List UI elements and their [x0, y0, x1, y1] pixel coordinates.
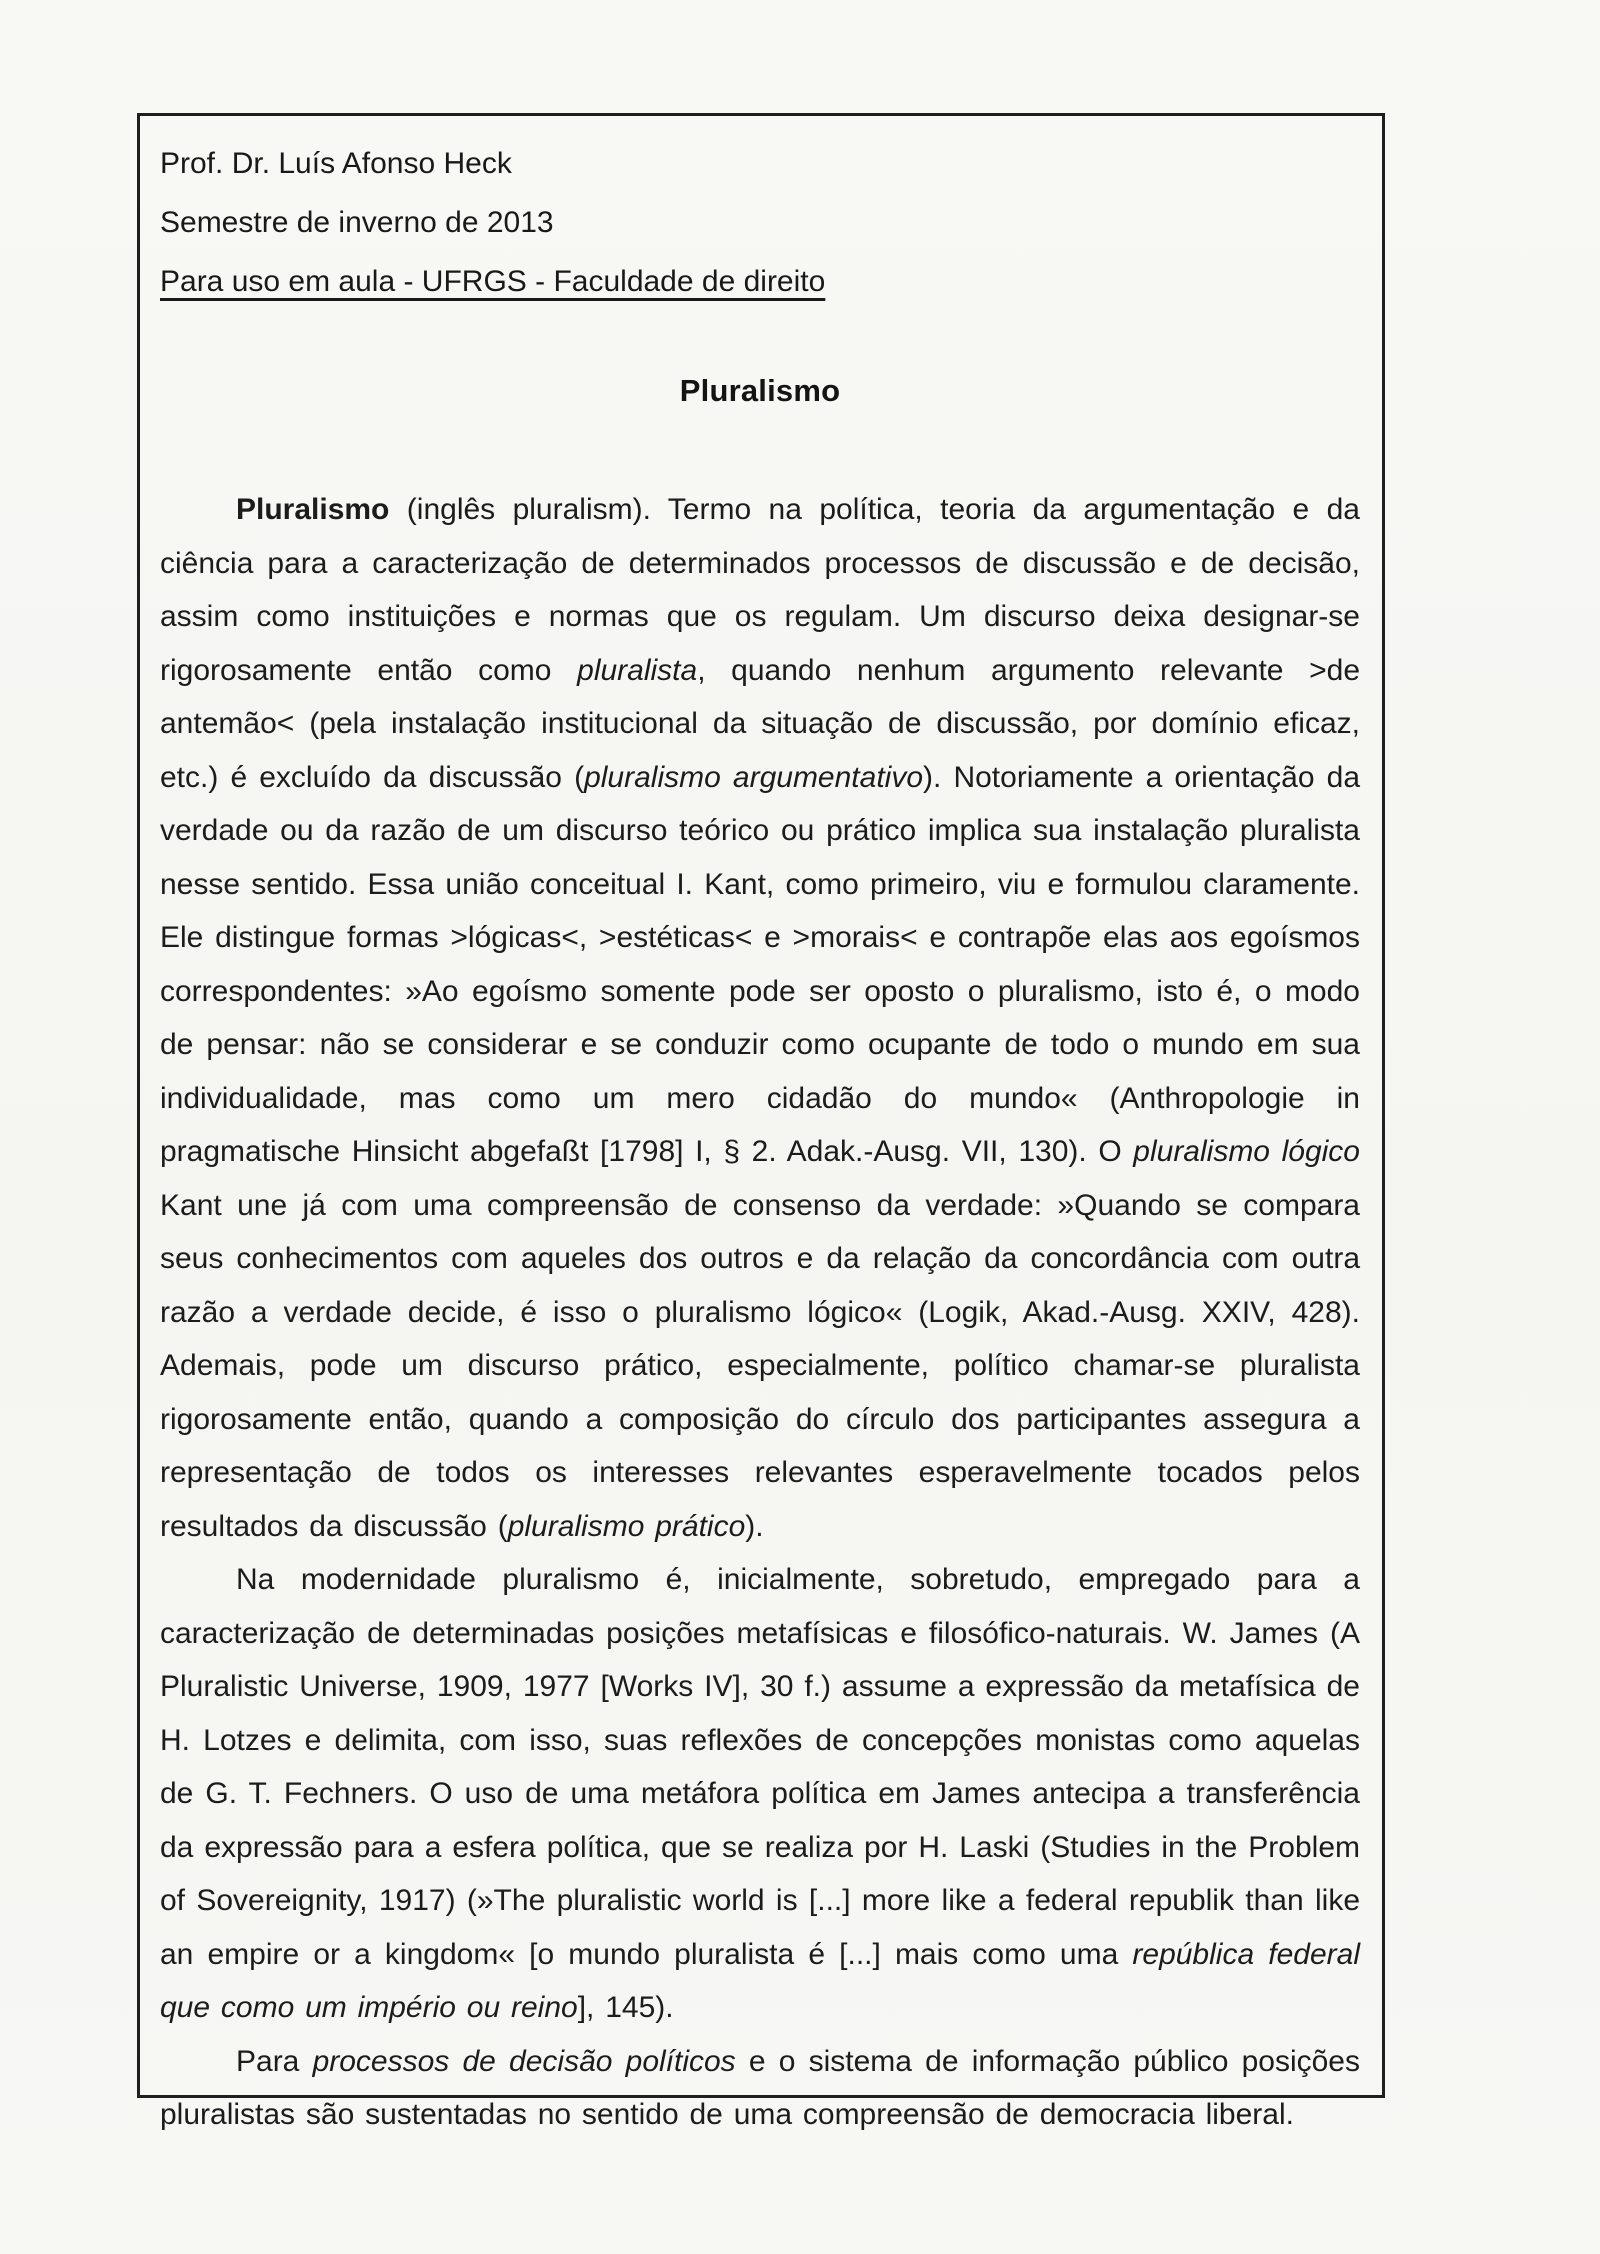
text-run: e o sistema de informação público posições pluralistas são sustentadas no sentido de uma compreensão de democracia liberal.	[160, 2044, 1360, 2131]
header-usage-line: Para uso em aula - UFRGS - Faculdade de direito	[160, 265, 826, 298]
text-run: Kant une já com uma compreensão de consenso da verdade: »Quando se compara seus conhecimentos com aqueles dos outros e da relação da concordância com outra razão a verdade decide, é isso o pluralismo lógico« (Logik, Akad.-Ausg. XXIV, 428). Ademais, pode um discurso prático, especialmente, político chamar-se pluralista rigorosamente então, quando a composição do círculo dos participantes assegura a representação de todos os interesses relevantes esperavelmente tocados pelos resultados da discussão (	[160, 1188, 1360, 1543]
text-run: república federal que como um império ou reino	[160, 1937, 1360, 2024]
text-run: pluralismo prático	[507, 1509, 746, 1543]
text-run: Para	[236, 2044, 313, 2078]
header-author-line: Prof. Dr. Luís Afonso Heck	[160, 147, 512, 180]
document-title: Pluralismo	[679, 373, 841, 408]
text-run: ).	[745, 1509, 764, 1543]
header-semester-line: Semestre de inverno de 2013	[160, 206, 554, 239]
text-run: processos de decisão políticos	[312, 2044, 736, 2078]
text-run: ], 145).	[577, 1991, 674, 2024]
text-run: pluralismo lógico	[1133, 1135, 1360, 1168]
document-header	[160, 134, 1360, 311]
paragraph-modernity	[160, 1553, 1360, 2035]
text-run: pluralista	[577, 653, 698, 687]
paragraph-political-decision	[160, 2035, 1360, 2142]
text-run: (inglês pluralism). Termo na política, teoria da argumentação e da ciência para a caracterização de determinados processos de discussão e de decisão, assim como instituições e normas que os regulam. Um discurso deixa designar-se rigorosamente então como	[160, 493, 1360, 687]
text-run: Pluralismo	[236, 493, 390, 526]
paragraph-definition	[160, 483, 1360, 1553]
text-run: , quando nenhum argumento relevante >de antemão< (pela instalação institucional da situação de discussão, por domínio eficaz, etc.) é excluído da discussão (	[160, 653, 1361, 794]
document-border-box	[137, 113, 1385, 2131]
text-run: Na modernidade pluralismo é, inicialmente, sobretudo, empregado para a caracterização de determinadas posições metafísicas e filosófico-naturais. W. James (A Pluralistic Universe, 1909, 1977 [Works IV], 30 f.) assume a expressão da metafísica de H. Lotzes e delimita, com isso, suas reflexões de concepções monistas como aquelas de G. T. Fechners. O uso de uma metáfora política em James antecipa a transferência da expressão para a esfera política, que se realiza por H. Laski (Studies in the Problem of Sovereignity, 1917) (»The pluralistic world is [...] more like a federal republik than like an empire or a kingdom« [o mundo pluralista é [...] mais como uma	[160, 1563, 1360, 1971]
text-run: ). Notoriamente a orientação da verdade ou da razão de um discurso teórico ou prático implica sua instalação pluralista nesse sentido. Essa união conceitual I. Kant, como primeiro, viu e formulou claramente. Ele distingue formas >lógicas<, >estéticas< e >morais< e contrapõe elas aos egoísmos correspondentes: »Ao egoísmo somente pode ser oposto o pluralismo, isto é, o modo de pensar: não se considerar e se conduzir como ocupante de todo o mundo em sua individualidade, mas como um mero cidadão do mundo« (Anthropologie in pragmatische Hinsicht abgefaßt [1798] I, § 2. Adak.-Ausg. VII, 130). O	[160, 760, 1361, 1168]
text-run: pluralismo argumentativo	[584, 760, 924, 794]
document-body	[160, 483, 1360, 2142]
